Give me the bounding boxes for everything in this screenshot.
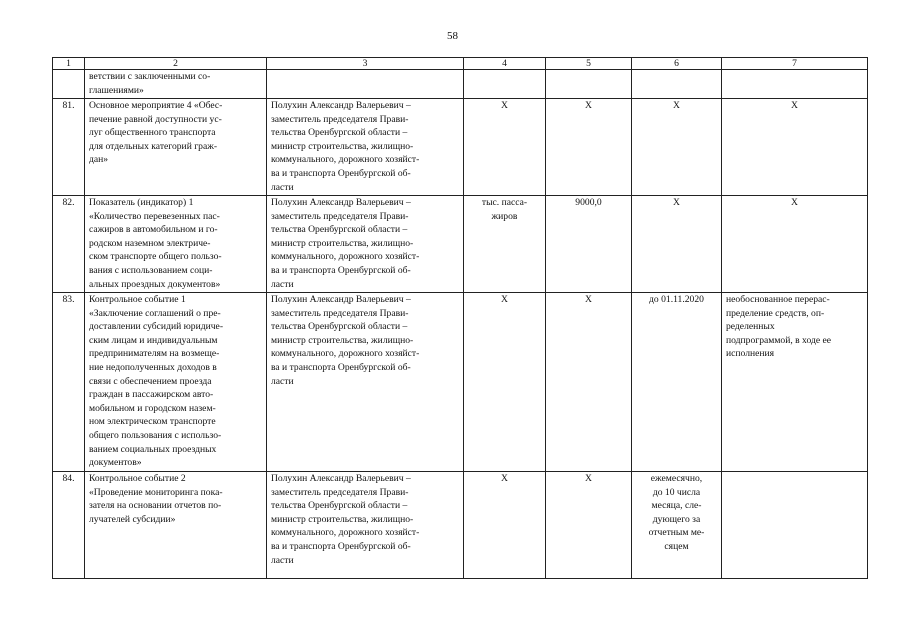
column-number: 3 [267, 58, 464, 70]
risk-cell [722, 70, 868, 99]
column-number: 5 [546, 58, 632, 70]
table-row [53, 196, 868, 293]
deadline-cell [632, 70, 722, 99]
column-number: 4 [464, 58, 546, 70]
value-cell [546, 70, 632, 99]
responsible-cell [267, 70, 464, 99]
responsible-cell: Полухин Александр Валерьевич – заместитель председателя Прави- тельства Оренбургской области – министр строительства, жилищно- коммунального, дорожного хозяйст- ва и транспорта Оренбургской об- ласти [267, 472, 464, 579]
unit-cell [464, 70, 546, 99]
risk-cell: необоснованное перерас- пределение средств, оп- ределенных подпрограммой, в ходе ее исполнения [722, 293, 868, 472]
risk-cell: Х [722, 99, 868, 196]
column-number: 6 [632, 58, 722, 70]
unit-cell: Х [464, 99, 546, 196]
column-number: 1 [53, 58, 85, 70]
table-row [53, 70, 868, 99]
column-number: 2 [85, 58, 267, 70]
table-row [53, 472, 868, 579]
row-number-cell: 81. [53, 99, 85, 196]
row-number-cell [53, 70, 85, 99]
value-cell: 9000,0 [546, 196, 632, 293]
plan-table [52, 57, 868, 579]
deadline-cell: Х [632, 99, 722, 196]
table-row [53, 293, 868, 472]
measure-name-cell: Контрольное событие 2 «Проведение мониторинга пока- зателя на основании отчетов по- лучателей субсидии» [85, 472, 267, 579]
deadline-cell: ежемесячно, до 10 числа месяца, сле- дующего за отчетным ме- сяцем [632, 472, 722, 579]
measure-name-cell: Контрольное событие 1 «Заключение соглашений о пре- доставлении субсидий юридиче- ским лицам и индивидуальным предпринимателям на возмеще- ние недополученных доходов в связи с обеспечением проезда граждан в пассажирском авто- мобильном и городском назем- ном электрическом транспорте общего пользования с использо- ванием социальных проездных документов» [85, 293, 267, 472]
deadline-cell: до 01.11.2020 [632, 293, 722, 472]
value-cell: Х [546, 293, 632, 472]
deadline-cell: Х [632, 196, 722, 293]
measure-name-cell: Основное мероприятие 4 «Обес- печение равной доступности ус- луг общественного транспорта для отдельных категорий граж- дан» [85, 99, 267, 196]
table-row [53, 99, 868, 196]
responsible-cell: Полухин Александр Валерьевич – заместитель председателя Прави- тельства Оренбургской области – министр строительства, жилищно- коммунального, дорожного хозяйст- ва и транспорта Оренбургской об- ласти [267, 99, 464, 196]
measure-name-cell: Показатель (индикатор) 1 «Количество перевезенных пас- сажиров в автомобильном и го- родском наземном электриче- ском транспорте общего пользо- вания с использованием соци- альных проездных документов» [85, 196, 267, 293]
responsible-cell: Полухин Александр Валерьевич – заместитель председателя Прави- тельства Оренбургской области – министр строительства, жилищно- коммунального, дорожного хозяйст- ва и транспорта Оренбургской об- ласти [267, 196, 464, 293]
value-cell: Х [546, 99, 632, 196]
column-number-row [53, 58, 868, 70]
risk-cell: Х [722, 196, 868, 293]
row-number-cell: 82. [53, 196, 85, 293]
page-number: 58 [447, 30, 458, 42]
value-cell: Х [546, 472, 632, 579]
row-number-cell: 84. [53, 472, 85, 579]
column-number: 7 [722, 58, 868, 70]
responsible-cell: Полухин Александр Валерьевич – заместитель председателя Прави- тельства Оренбургской области – министр строительства, жилищно- коммунального, дорожного хозяйст- ва и транспорта Оренбургской об- ласти [267, 293, 464, 472]
unit-cell: Х [464, 472, 546, 579]
unit-cell: Х [464, 293, 546, 472]
risk-cell [722, 472, 868, 579]
measure-name-cell: ветствии с заключенными со- глашениями» [85, 70, 267, 99]
row-number-cell: 83. [53, 293, 85, 472]
unit-cell: тыс. пасса- жиров [464, 196, 546, 293]
